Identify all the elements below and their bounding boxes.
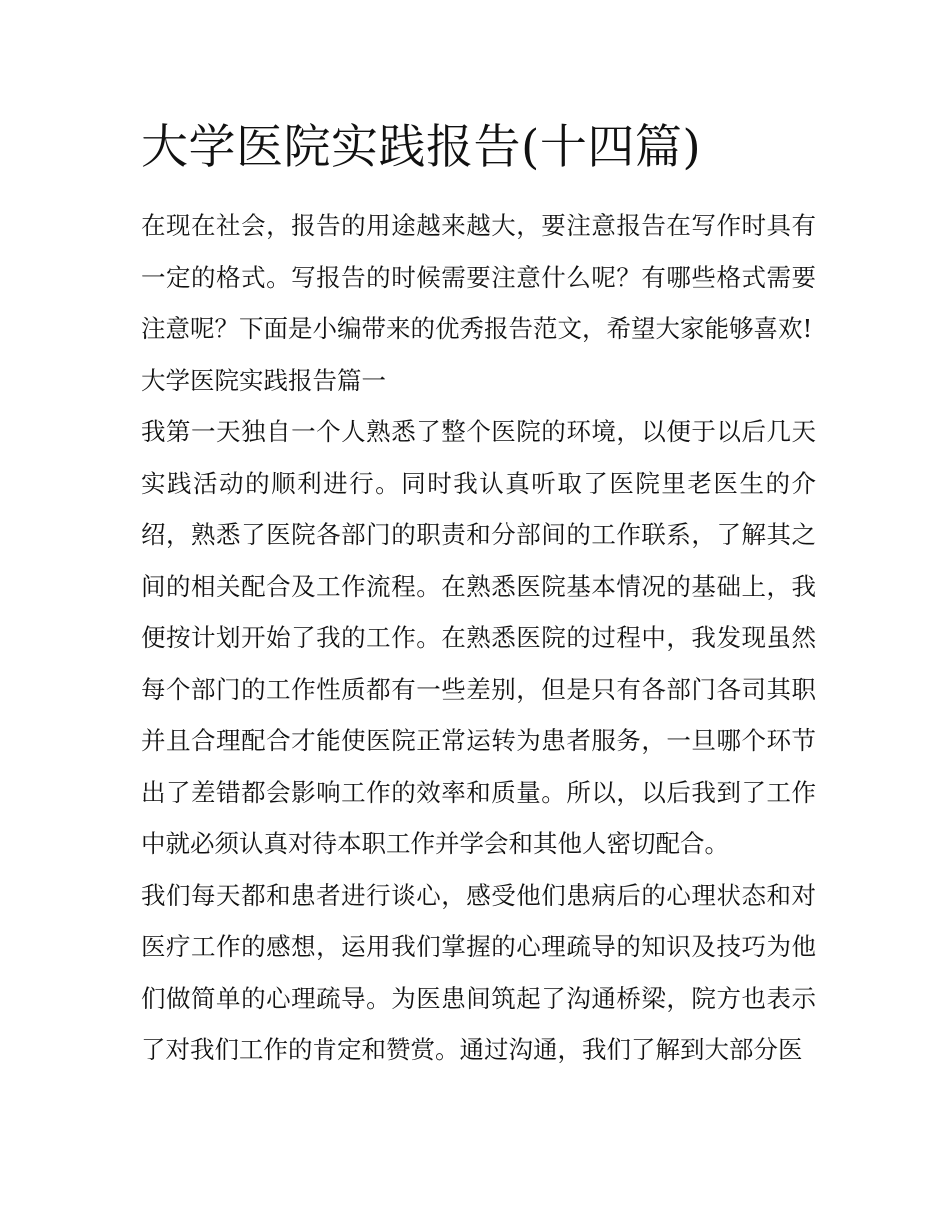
document-title: 大学医院实践报告(十四篇) [141, 120, 702, 175]
body-paragraph-1: 我第一天独自一个人熟悉了整个医院的环境，以便于以后几天实践活动的顺利进行。同时我认真听取了医院里老医生的介绍，熟悉了医院各部门的职责和分部间的工作联系，了解其之间的相关配合及工作流程。在熟悉医院基本情况的基础上，我便按计划开始了我的工作。在熟悉医院的过程中，我发现虽然每个部门的工作性质都有一些差别，但是只有各部门各司其职并且合理配合才能使医院正常运转为患者服务，一旦哪个环节出了差错都会影响工作的效率和质量。所以，以后我到了工作中就必须认真对待本职工作并学会和其他人密切配合。 [141, 417, 816, 858]
intro-paragraph: 在现在社会，报告的用途越来越大，要注意报告在写作时具有一定的格式。写报告的时候需要注意什么呢？有哪些格式需要注意呢？下面是小编带来的优秀报告范文，希望大家能够喜欢! [141, 211, 816, 343]
document-body [141, 118, 816, 1076]
section-heading: 大学医院实践报告篇一 [141, 365, 386, 395]
body-paragraph-2: 我们每天都和患者进行谈心，感受他们患病后的心理状态和对医疗工作的感想，运用我们掌握的心理疏导的知识及技巧为他们做简单的心理疏导。为医患间筑起了沟通桥梁，院方也表示了对我们工作的肯定和赞赏。通过沟通，我们了解到大部分医 [141, 880, 816, 1064]
